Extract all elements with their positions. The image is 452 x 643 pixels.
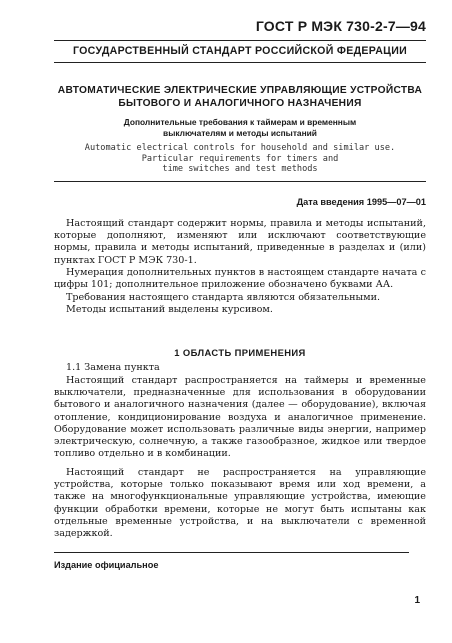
state-standard-heading: ГОСУДАРСТВЕННЫЙ СТАНДАРТ РОССИЙСКОЙ ФЕДЕРАЦИИ: [72, 45, 408, 57]
scope-paragraph-2-text: Настоящий стандарт не распространяется на управляющие устройства, которые только показывают время или ход времени, а также на многофункциональные управляющие устройства, имеющие функции обработки времени, которые не могут быть испытаны как отдельные временные устройства, и на выключатели с временной задержкой.: [54, 467, 426, 540]
title-en-line-3: time switches and test methods: [162, 164, 318, 174]
document-title-ru: [54, 84, 426, 110]
scope-paragraph-1: [54, 375, 426, 460]
header-rule: [54, 62, 426, 63]
intro-paragraphs-3-4: [54, 292, 426, 316]
subtitle-ru-line-2: выключателям и методы испытаний: [163, 127, 317, 138]
intro-date-value: 1995—07—01: [366, 197, 426, 207]
title-ru-line-1: АВТОМАТИЧЕСКИЕ ЭЛЕКТРИЧЕСКИЕ УПРАВЛЯЮЩИЕ УСТРОЙСТВА: [57, 85, 423, 96]
intro-paragraph-2-text: Нумерация дополнительных пунктов в настоящем стандарте начата с цифры 101; дополнительное приложение обозначено буквами АА.: [54, 267, 426, 291]
subtitle-ru-line-1: Дополнительные требования к таймерам и временным: [123, 117, 357, 127]
intro-date-label: Дата введения: [296, 197, 365, 207]
footer-rule: [54, 552, 409, 553]
title-en-line-1: Automatic electrical controls for household and similar use.: [84, 143, 396, 153]
official-edition-label: Издание официальное: [54, 560, 159, 570]
title-ru-line-2: БЫТОВОГО И АНАЛОГИЧНОГО НАЗНАЧЕНИЯ: [118, 98, 362, 109]
title-rule: [54, 181, 426, 182]
intro-paragraph-4-text: Методы испытаний выделены курсивом.: [66, 304, 273, 316]
intro-paragraph-3-text: Требования настоящего стандарта являются обязательными.: [66, 292, 381, 303]
top-rule: [54, 40, 426, 41]
intro-paragraph-2: [54, 267, 426, 291]
scope-paragraph-1-text: Настоящий стандарт распространяется на таймеры и временные выключатели, предназначенные для использования в оборудовании бытового и аналогичного назначения (далее — оборудование), включая отопление, кондиционирование воздуха и аналогичное применение. Оборудование может использовать различные виды энергии, например электрическую, солнечную, а также газообразное, жидкое или твердое топливо отдельно и в комбинации.: [54, 375, 426, 460]
clause-1-1-title: 1.1 Замена пункта: [66, 362, 160, 373]
title-en-line-2: Particular requirements for timers and: [141, 153, 339, 164]
document-subtitle-ru: [54, 117, 426, 138]
intro-paragraph-1: [54, 218, 426, 267]
standard-number: ГОСТ Р МЭК 730-2-7—94: [255, 18, 426, 34]
section-1-title: 1 ОБЛАСТЬ ПРИМЕНЕНИЯ: [174, 347, 306, 358]
intro-paragraph-1-text: Настоящий стандарт содержит нормы, правила и методы испытаний, которые дополняют, изменяют или исключают соответствующие нормы, правила и методы испытаний, приведенные в разделах и (или) пунктах ГОСТ Р МЭК 730-1.: [54, 218, 426, 266]
page-number: 1: [414, 595, 420, 606]
scope-paragraph-2: [54, 467, 426, 540]
introduction-date: [297, 197, 426, 207]
document-title-en: [54, 143, 426, 175]
